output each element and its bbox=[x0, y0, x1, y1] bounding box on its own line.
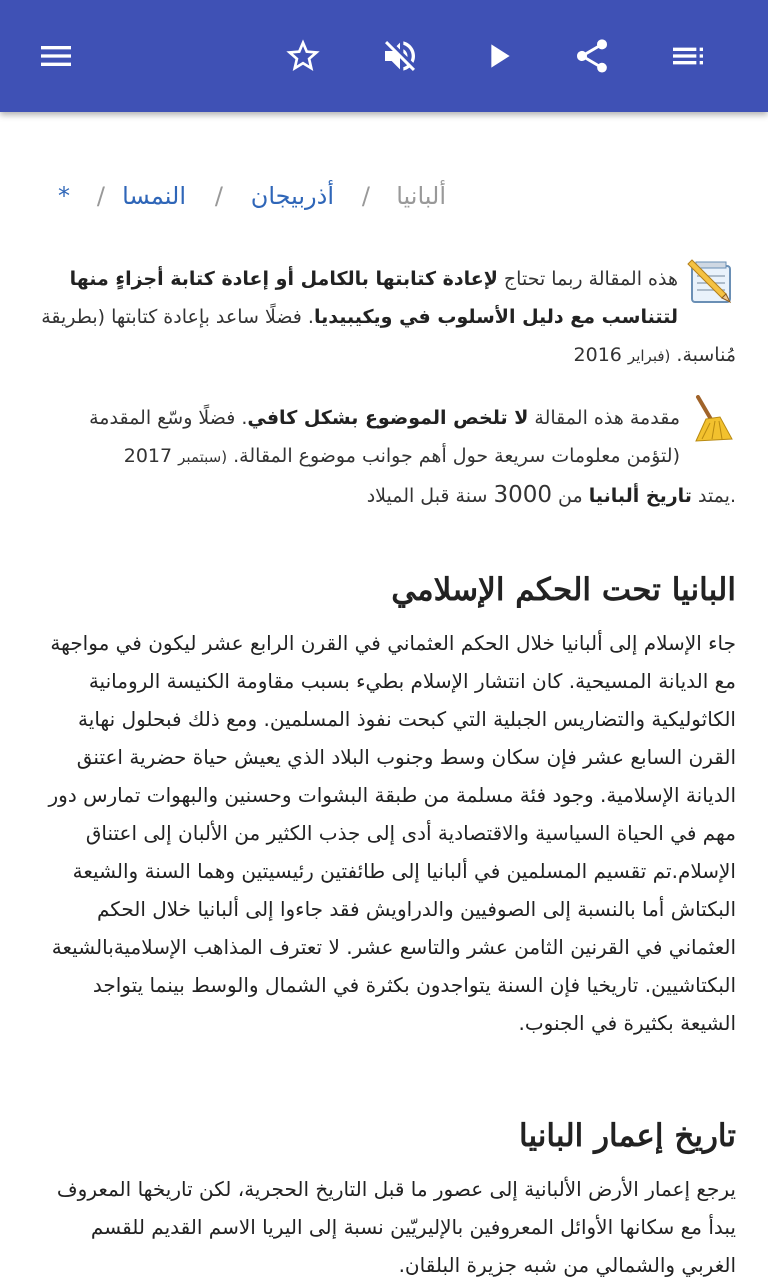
section-paragraph: جاء الإسلام إلى ألبانيا خلال الحكم العثماني في القرن الرابع عشر ليكون في مواجهة مع الديانة المسيحية. كان انتشار الإسلام بطيء بسبب مقاومة الكنيسة الرومانية الكاثوليكية والتضاريس الجبلية التي كبحت نفوذ المسلمين. ومع ذلك فبحلول نهاية القرن السابع عشر فإن سكان وسط وجنوب البلاد الذي يعيش حياة حضرية اعتنق الديانة الإسلامية. وجود فئة مسلمة من طبقة البشوات وحسنين والبهوات تمارس دور مهم في الحياة السياسية والاقتصادية أدى إلى جذب الكثير من الألبان إلى اعتناق الإسلام.تم تقسيم المسلمين في ألبانيا إلى طائفتين رئيسيتين وهما السنة والشيعة البكتاش أما بالنسبة إلى الصوفيين والدراويش فقد جاءوا إلى ألبانيا خلال الحكم العثماني في القرنين الثامن عشر والتاسع عشر. لا تعترف المذاهب الإسلاميةبالشيعة البكتاشيين. تاريخيا فإن السنة يتواجدون بكثرة في الشمال والوسط بينما يتواجد الشيعة بكثيرة في الجنوب. bbox=[48, 631, 736, 1035]
breadcrumb-link[interactable]: * bbox=[58, 182, 70, 210]
volume-off-icon bbox=[380, 36, 420, 76]
notice-year: 2016 bbox=[573, 344, 622, 366]
breadcrumb-current: ألبانيا bbox=[396, 182, 446, 210]
share-icon bbox=[572, 36, 612, 76]
play-button[interactable] bbox=[470, 28, 526, 84]
notepad-pencil-icon bbox=[686, 256, 736, 319]
broom-icon bbox=[688, 395, 736, 458]
share-button[interactable] bbox=[564, 28, 620, 84]
menu-button[interactable] bbox=[28, 28, 84, 84]
star-outline-icon bbox=[283, 36, 323, 76]
rewrite-notice bbox=[32, 260, 736, 375]
intro-bold-text: تاريخ ألبانيا bbox=[588, 485, 692, 507]
section-paragraph: يرجع إعمار الأرض الألبانية إلى عصور ما قبل التاريخ الحجرية، لكن تاريخها المعروف يبدأ مع سكانها الأوائل المعروفين بالإليريّين نسبة إلى اليريا الاسم القديم للقسم الغربي والشمالي من شبه جزيرة البلقان. bbox=[56, 1177, 736, 1277]
favorite-button[interactable] bbox=[275, 28, 331, 84]
notice-year: 2017 bbox=[123, 445, 173, 467]
notice-text: مقدمة هذه المقالة bbox=[528, 407, 680, 429]
intro-number: 3000 bbox=[493, 482, 552, 508]
lead-notice bbox=[32, 399, 736, 515]
intro-text: من bbox=[551, 485, 589, 507]
play-icon bbox=[478, 36, 518, 76]
toc-button[interactable] bbox=[660, 28, 716, 84]
notice-text: . فضلًا ساعد بإعادة كتابتها (بطريقة مُناسبة. bbox=[41, 306, 736, 366]
app-toolbar bbox=[0, 0, 768, 112]
toc-list-icon bbox=[668, 36, 708, 76]
notice-text: هذه المقالة ربما تحتاج bbox=[497, 268, 678, 290]
breadcrumb-separator: / bbox=[214, 182, 223, 210]
menu-icon bbox=[36, 36, 76, 76]
breadcrumb-separator: / bbox=[96, 182, 105, 210]
notice-date: (فبراير bbox=[627, 347, 671, 365]
breadcrumb-link[interactable]: النمسا bbox=[122, 182, 186, 210]
breadcrumb-separator: / bbox=[361, 182, 370, 210]
section-heading: تاريخ إعمار البانيا bbox=[519, 1118, 736, 1154]
breadcrumb-link[interactable]: أذربيجان bbox=[250, 182, 334, 210]
notice-bold-text: لإعادة كتابتها بالكامل أو إعادة كتابة أجزاءٍ منها لتتناسب مع دليل الأسلوب في ويكيبيديا bbox=[69, 268, 678, 328]
section-heading: البانيا تحت الحكم الإسلامي bbox=[391, 572, 736, 608]
notice-bold-text: لا تلخص الموضوع بشكل كافي bbox=[247, 407, 529, 429]
notice-date: (سبتمبر bbox=[178, 448, 228, 466]
notice-text: . فضلًا وسّع المقدمة (لتؤمن معلومات سريعة حول أهم جوانب موضوع المقالة. bbox=[89, 407, 680, 467]
mute-button[interactable] bbox=[372, 28, 428, 84]
intro-text: .يمتد bbox=[691, 485, 736, 507]
article-content bbox=[0, 112, 768, 1280]
intro-text: سنة قبل الميلاد bbox=[366, 485, 494, 507]
breadcrumb bbox=[0, 182, 768, 222]
